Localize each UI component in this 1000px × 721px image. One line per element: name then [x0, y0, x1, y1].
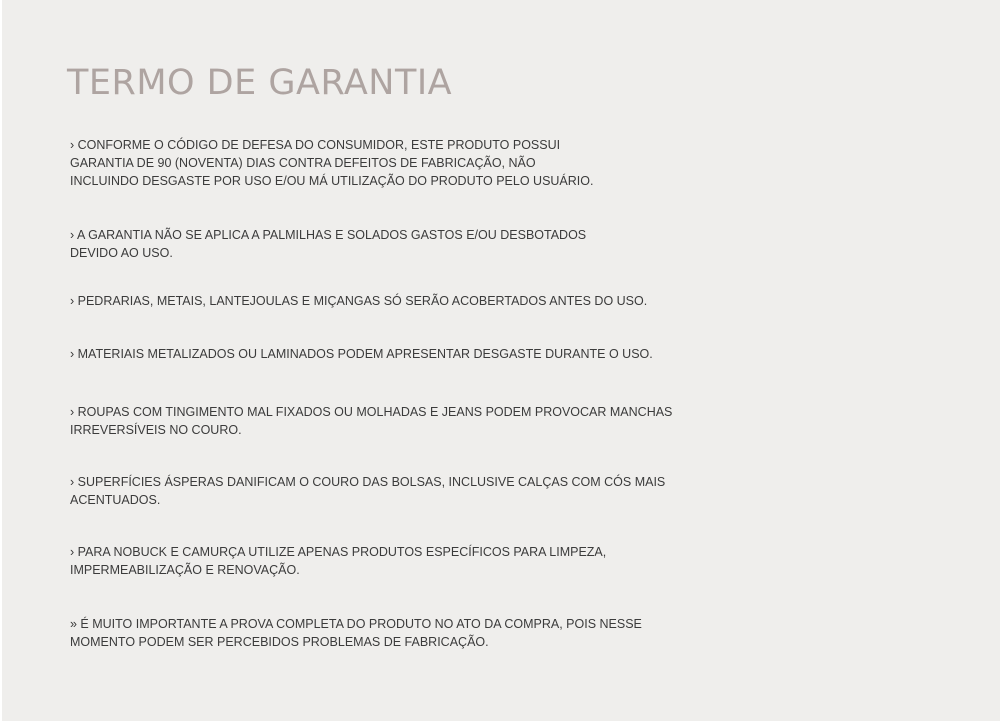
clause-line: IMPERMEABILIZAÇÃO E RENOVAÇÃO. — [70, 563, 300, 577]
clause-metallic-materials — [70, 345, 653, 363]
clause-line: › ROUPAS COM TINGIMENTO MAL FIXADOS OU MOLHADAS E JEANS PODEM PROVOCAR MANCHAS — [70, 405, 673, 419]
clause-defect-warranty — [70, 136, 593, 190]
clause-dyed-clothes — [70, 403, 672, 439]
clause-line: › CONFORME O CÓDIGO DE DEFESA DO CONSUMIDOR, ESTE PRODUTO POSSUI — [70, 138, 561, 152]
warranty-page — [2, 0, 1000, 721]
clause-line: » É MUITO IMPORTANTE A PROVA COMPLETA DO PRODUTO NO ATO DA COMPRA, POIS NESSE — [70, 617, 642, 631]
clause-line: IRREVERSÍVEIS NO COURO. — [70, 423, 242, 437]
clause-line: › PARA NOBUCK E CAMURÇA UTILIZE APENAS PRODUTOS ESPECÍFICOS PARA LIMPEZA, — [70, 545, 607, 559]
clause-line: INCLUINDO DESGASTE POR USO E/OU MÁ UTILIZAÇÃO DO PRODUTO PELO USUÁRIO. — [70, 174, 594, 188]
page-title: TERMO DE GARANTIA — [67, 63, 453, 103]
clause-line: › MATERIAIS METALIZADOS OU LAMINADOS PODEM APRESENTAR DESGASTE DURANTE O USO. — [70, 347, 653, 361]
clause-product-trial — [70, 615, 642, 651]
clause-ornaments — [70, 292, 647, 310]
clause-line: › PEDRARIAS, METAIS, LANTEJOULAS E MIÇANGAS SÓ SERÃO ACOBERTADOS ANTES DO USO. — [70, 294, 648, 308]
clause-line: GARANTIA DE 90 (NOVENTA) DIAS CONTRA DEFEITOS DE FABRICAÇÃO, NÃO — [70, 156, 536, 170]
clause-insoles — [70, 226, 586, 262]
clause-line: › A GARANTIA NÃO SE APLICA A PALMILHAS E SOLADOS GASTOS E/OU DESBOTADOS — [70, 228, 587, 242]
clause-line: › SUPERFÍCIES ÁSPERAS DANIFICAM O COURO DAS BOLSAS, INCLUSIVE CALÇAS COM CÓS MAIS — [70, 475, 666, 489]
clause-line: ACENTUADOS. — [70, 493, 161, 507]
clause-line: DEVIDO AO USO. — [70, 246, 173, 260]
clause-rough-surfaces — [70, 473, 665, 509]
clause-line: MOMENTO PODEM SER PERCEBIDOS PROBLEMAS DE FABRICAÇÃO. — [70, 635, 489, 649]
clause-nobuck-suede — [70, 543, 606, 579]
